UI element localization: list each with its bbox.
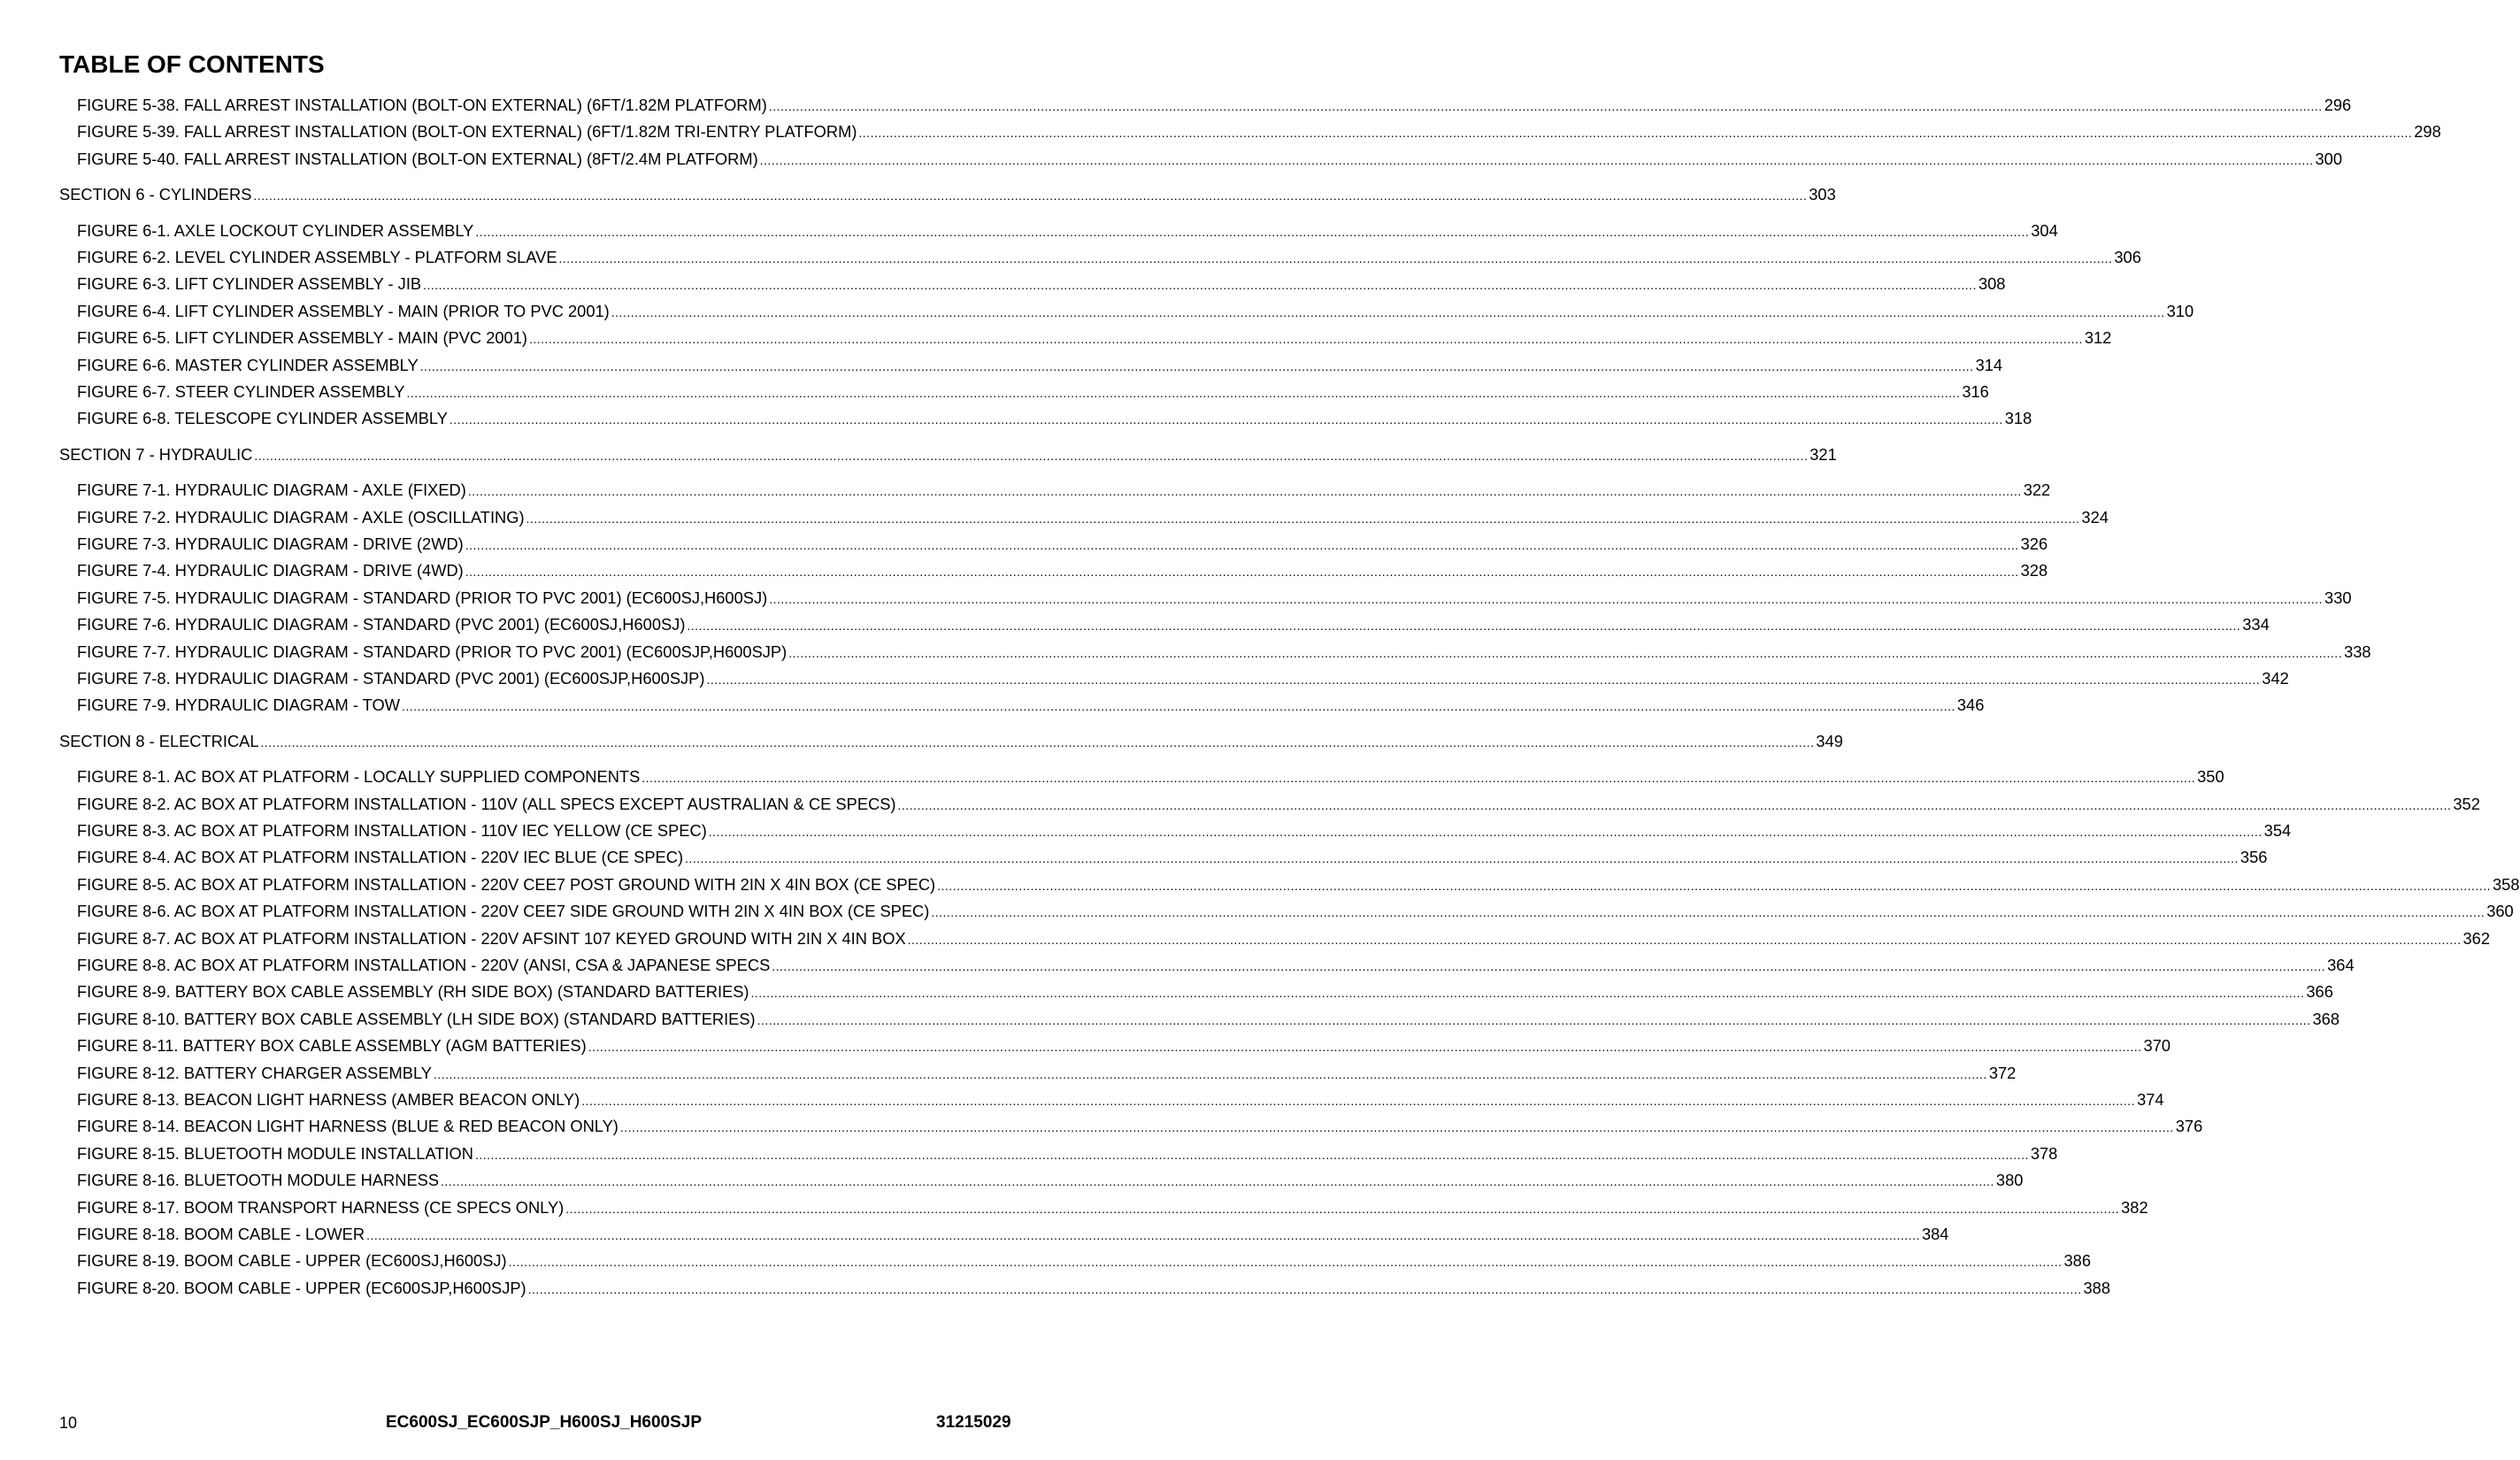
toc-figure-entry[interactable] — [77, 1224, 1949, 1245]
toc-figure-entry[interactable] — [77, 642, 2371, 663]
toc-entry-label: FIGURE 7-4. HYDRAULIC DIAGRAM - DRIVE (4WD) — [77, 561, 464, 580]
toc-entry-page: 321 — [1809, 444, 1837, 464]
toc-entry-label: FIGURE 8-7. AC BOX AT PLATFORM INSTALLATION - 220V AFSINT 107 KEYED GROUND WITH 2IN X 4IN BOX — [77, 928, 906, 948]
toc-entry-page: 386 — [2063, 1251, 2091, 1271]
dot-leader: ................................................................................................................................................................................................................................................................................................................................................................................................................ — [757, 1012, 2311, 1027]
toc-entry-page: 370 — [2143, 1036, 2171, 1056]
dot-leader: ................................................................................................................................................................................................................................................................................................................................................................................................................ — [687, 619, 2241, 634]
toc-entry-page: 312 — [2084, 328, 2112, 348]
toc-entry-label: FIGURE 8-6. AC BOX AT PLATFORM INSTALLATION - 220V CEE7 SIDE GROUND WITH 2IN X 4IN BOX (CE SPEC) — [77, 902, 930, 921]
toc-entry-page: 328 — [2020, 561, 2048, 580]
toc-figure-entry[interactable] — [77, 901, 2514, 922]
dot-leader: ................................................................................................................................................................................................................................................................................................................................................................................................................ — [708, 825, 2263, 839]
toc-entry-label: FIGURE 6-5. LIFT CYLINDER ASSEMBLY - MAIN (PVC 2001) — [77, 328, 527, 348]
toc-entry-page: 362 — [2462, 928, 2491, 948]
toc-section-entry[interactable] — [59, 184, 1836, 205]
dot-leader: ................................................................................................................................................................................................................................................................................................................................................................................................................ — [642, 771, 2196, 786]
dot-leader: ................................................................................................................................................................................................................................................................................................................................................................................................................ — [931, 905, 2485, 920]
page-footer — [0, 1410, 1128, 1435]
toc-figure-entry[interactable] — [77, 273, 2006, 295]
toc-entry-page: 388 — [2083, 1278, 2111, 1297]
toc-entry-label: FIGURE 6-4. LIFT CYLINDER ASSEMBLY - MAIN (PRIOR TO PVC 2001) — [77, 301, 610, 320]
toc-entry-page: 382 — [2121, 1197, 2148, 1217]
toc-entry-label: FIGURE 7-7. HYDRAULIC DIAGRAM - STANDARD (PRIOR TO PVC 2001) (EC600SJP,H600SJP) — [77, 642, 788, 661]
toc-figure-entry[interactable] — [77, 355, 2003, 376]
toc-entry-label: FIGURE 8-5. AC BOX AT PLATFORM INSTALLATION - 220V CEE7 POST GROUND WITH 2IN X 4IN BOX (CE SPEC) — [77, 874, 936, 894]
toc-figure-entry[interactable] — [77, 588, 2352, 609]
toc-figure-entry[interactable] — [77, 1250, 2091, 1272]
toc-entry-label: FIGURE 6-8. TELESCOPE CYLINDER ASSEMBLY — [77, 409, 448, 428]
dot-leader: ................................................................................................................................................................................................................................................................................................................................................................................................................ — [467, 484, 2022, 499]
toc-entry-page: 349 — [1816, 731, 1843, 750]
toc-entry-page: 380 — [1995, 1171, 2024, 1190]
toc-entry-label: FIGURE 6-7. STEER CYLINDER ASSEMBLY — [77, 382, 405, 401]
toc-section-entry[interactable] — [59, 444, 1837, 465]
toc-entry-page: 330 — [2324, 588, 2352, 607]
toc-figure-entry[interactable] — [77, 560, 2048, 581]
toc-entry-label: FIGURE 8-16. BLUETOOTH MODULE HARNESS — [77, 1171, 440, 1190]
toc-figure-entry[interactable] — [77, 301, 2194, 322]
toc-figure-entry[interactable] — [77, 149, 2343, 170]
toc-figure-entry[interactable] — [77, 327, 2112, 349]
toc-entry-label: FIGURE 8-4. AC BOX AT PLATFORM INSTALLATION - 220V IEC BLUE (CE SPEC) — [77, 848, 684, 867]
toc-entry-page: 384 — [1921, 1225, 1949, 1243]
toc-entry-label: FIGURE 7-6. HYDRAULIC DIAGRAM - STANDARD (PVC 2001) (EC600SJ,H600SJ) — [77, 615, 686, 634]
toc-entry-label: FIGURE 8-18. BOOM CABLE - LOWER — [77, 1225, 365, 1243]
toc-entry-label: FIGURE 8-13. BEACON LIGHT HARNESS (AMBER BEACON ONLY) — [77, 1090, 580, 1109]
toc-figure-entry[interactable] — [77, 1089, 2164, 1110]
toc-entry-page: 346 — [1956, 695, 1985, 715]
toc-entry-page: 366 — [2306, 982, 2333, 1002]
footer-page-number: 10 — [59, 1414, 78, 1432]
toc-entry-label: FIGURE 6-2. LEVEL CYLINDER ASSEMBLY - PLATFORM SLAVE — [77, 248, 557, 266]
toc-entry-page: 303 — [1809, 185, 1836, 204]
toc-figure-entry[interactable] — [77, 820, 2292, 841]
toc-entry-page: 356 — [2240, 848, 2268, 867]
toc-entry-page: 308 — [1978, 274, 2006, 294]
toc-entry-label: FIGURE 8-8. AC BOX AT PLATFORM INSTALLATION - 220V (ANSI, CSA & JAPANESE SPECS — [77, 956, 771, 974]
toc-entry-label: FIGURE 7-8. HYDRAULIC DIAGRAM - STANDARD (PVC 2001) (EC600SJP,H600SJP) — [77, 669, 705, 688]
toc-figure-entry[interactable] — [77, 955, 2355, 976]
toc-entry-page: 326 — [2020, 534, 2048, 553]
toc-entry-label: FIGURE 8-15. BLUETOOTH MODULE INSTALLATION — [77, 1143, 473, 1163]
toc-entry-page: 352 — [2453, 794, 2480, 813]
dot-leader: ................................................................................................................................................................................................................................................................................................................................................................................................................ — [253, 188, 1808, 204]
toc-figure-entry[interactable] — [77, 480, 2051, 501]
toc-entry-label: FIGURE 7-1. HYDRAULIC DIAGRAM - AXLE (FIXED) — [77, 480, 466, 500]
toc-figure-entry[interactable] — [77, 1170, 2024, 1191]
toc-entry-label: FIGURE 8-14. BEACON LIGHT HARNESS (BLUE & RED BEACON ONLY) — [77, 1117, 618, 1136]
toc-entry-page: 314 — [1975, 355, 2003, 374]
toc-entry-page: 368 — [2312, 1009, 2340, 1028]
toc-entry-label: FIGURE 8-20. BOOM CABLE - UPPER (EC600SJP,H600SJP) — [77, 1278, 526, 1297]
toc-entry-label: FIGURE 6-1. AXLE LOCKOUT CYLINDER ASSEMBLY — [77, 220, 474, 240]
toc-figure-entry[interactable] — [77, 1009, 2340, 1030]
toc-entry-page: 376 — [2175, 1117, 2203, 1136]
dot-leader: ................................................................................................................................................................................................................................................................................................................................................................................................................ — [465, 565, 2019, 580]
toc-figure-entry[interactable] — [77, 408, 2032, 429]
dot-leader: ................................................................................................................................................................................................................................................................................................................................................................................................................ — [685, 851, 2239, 866]
dot-leader: ................................................................................................................................................................................................................................................................................................................................................................................................................ — [706, 672, 2261, 687]
toc-figure-entry[interactable] — [77, 668, 2289, 689]
toc-entry-label: SECTION 7 - HYDRAULIC — [59, 444, 253, 464]
toc-figure-entry[interactable] — [77, 766, 2224, 788]
toc-entry-page: 374 — [2137, 1090, 2164, 1109]
toc-entry-label: FIGURE 5-40. FALL ARREST INSTALLATION (BOLT-ON EXTERNAL) (8FT/2.4M PLATFORM) — [77, 149, 758, 168]
dot-leader: ................................................................................................................................................................................................................................................................................................................................................................................................................ — [474, 1147, 2029, 1162]
toc-entry-label: FIGURE 8-11. BATTERY BOX CABLE ASSEMBLY (AGM BATTERIES) — [77, 1036, 587, 1056]
toc-entry-label: FIGURE 7-5. HYDRAULIC DIAGRAM - STANDARD (PRIOR TO PVC 2001) (EC600SJ,H600SJ) — [77, 588, 768, 607]
toc-entry-label: FIGURE 8-17. BOOM TRANSPORT HARNESS (CE SPECS ONLY) — [77, 1197, 565, 1217]
dot-leader: ................................................................................................................................................................................................................................................................................................................................................................................................................ — [788, 645, 2343, 660]
dot-leader: ................................................................................................................................................................................................................................................................................................................................................................................................................ — [565, 1201, 2120, 1216]
toc-entry-label: FIGURE 5-39. FALL ARREST INSTALLATION (BOLT-ON EXTERNAL) (6FT/1.82M TRI-ENTRY PLATFORM) — [77, 122, 857, 142]
toc-entry-label: FIGURE 7-3. HYDRAULIC DIAGRAM - DRIVE (2WD) — [77, 534, 464, 553]
dot-leader: ................................................................................................................................................................................................................................................................................................................................................................................................................ — [897, 797, 2452, 812]
toc-section-entry[interactable] — [59, 731, 1843, 752]
toc-entry-page: 334 — [2242, 615, 2270, 634]
dot-leader: ................................................................................................................................................................................................................................................................................................................................................................................................................ — [937, 878, 2491, 893]
dot-leader: ................................................................................................................................................................................................................................................................................................................................................................................................................ — [588, 1040, 2142, 1055]
toc-entry-page: 310 — [2166, 301, 2194, 320]
dot-leader: ................................................................................................................................................................................................................................................................................................................................................................................................................ — [769, 591, 2324, 606]
dot-leader: ................................................................................................................................................................................................................................................................................................................................................................................................................ — [465, 538, 2019, 552]
toc-entry-page: 342 — [2262, 669, 2289, 688]
toc-entry-label: FIGURE 8-3. AC BOX AT PLATFORM INSTALLATION - 110V IEC YELLOW (CE SPEC) — [77, 821, 707, 840]
dot-leader: ................................................................................................................................................................................................................................................................................................................................................................................................................ — [527, 1281, 2082, 1296]
dot-leader: ................................................................................................................................................................................................................................................................................................................................................................................................................ — [254, 448, 1809, 463]
dot-leader: ................................................................................................................................................................................................................................................................................................................................................................................................................ — [750, 986, 2305, 1001]
dot-leader: ................................................................................................................................................................................................................................................................................................................................................................................................................ — [508, 1255, 2063, 1270]
toc-entry-page: 338 — [2344, 642, 2371, 661]
toc-figure-entry[interactable] — [77, 695, 1985, 716]
dot-leader: ................................................................................................................................................................................................................................................................................................................................................................................................................ — [406, 386, 1961, 400]
dot-leader: ................................................................................................................................................................................................................................................................................................................................................................................................................ — [528, 332, 2083, 347]
toc-entry-label: FIGURE 8-1. AC BOX AT PLATFORM - LOCALLY SUPPLIED COMPONENTS — [77, 767, 641, 787]
toc-figure-entry[interactable] — [77, 794, 2480, 815]
dot-leader: ................................................................................................................................................................................................................................................................................................................................................................................................................ — [419, 358, 1974, 373]
toc-entry-page: 372 — [1988, 1063, 2017, 1082]
dot-leader: ................................................................................................................................................................................................................................................................................................................................................................................................................ — [402, 699, 1955, 714]
dot-leader: ................................................................................................................................................................................................................................................................................................................................................................................................................ — [433, 1066, 1987, 1081]
toc-entry-page: 360 — [2486, 902, 2514, 921]
toc-entry-page: 318 — [2004, 409, 2032, 428]
toc-entry-page: 296 — [2324, 96, 2352, 114]
toc-entry-label: FIGURE 7-9. HYDRAULIC DIAGRAM - TOW — [77, 695, 400, 715]
dot-leader: ................................................................................................................................................................................................................................................................................................................................................................................................................ — [449, 412, 2003, 427]
toc-figure-entry[interactable] — [77, 614, 2270, 635]
toc-entry-label: FIGURE 5-38. FALL ARREST INSTALLATION (BOLT-ON EXTERNAL) (6FT/1.82M PLATFORM) — [77, 96, 767, 114]
toc-entry-page: 358 — [2493, 874, 2520, 894]
toc-figure-entry[interactable] — [77, 534, 2048, 555]
toc-entry-page: 354 — [2263, 821, 2292, 840]
dot-leader: ................................................................................................................................................................................................................................................................................................................................................................................................................ — [423, 278, 1977, 293]
toc-entry-label: FIGURE 8-2. AC BOX AT PLATFORM INSTALLATION - 110V (ALL SPECS EXCEPT AUSTRALIAN & CE SPECS) — [77, 794, 896, 813]
toc-figure-entry[interactable] — [77, 1035, 2171, 1057]
toc-entry-page: 298 — [2414, 122, 2441, 142]
toc-entry-page: 316 — [1962, 382, 1989, 401]
toc-entry-page: 306 — [2114, 248, 2141, 266]
toc-figure-entry[interactable] — [77, 981, 2333, 1003]
toc-entry-label: FIGURE 6-3. LIFT CYLINDER ASSEMBLY - JIB — [77, 274, 422, 294]
toc-entry-label: FIGURE 8-12. BATTERY CHARGER ASSEMBLY — [77, 1063, 432, 1082]
toc-entry-label: FIGURE 6-6. MASTER CYLINDER ASSEMBLY — [77, 355, 419, 374]
dot-leader: ................................................................................................................................................................................................................................................................................................................................................................................................................ — [907, 932, 2462, 947]
toc-entry-label: FIGURE 8-10. BATTERY BOX CABLE ASSEMBLY (LH SIDE BOX) (STANDARD BATTERIES) — [77, 1009, 756, 1028]
dot-leader: ................................................................................................................................................................................................................................................................................................................................................................................................................ — [858, 126, 2413, 141]
dot-leader: ................................................................................................................................................................................................................................................................................................................................................................................................................ — [611, 304, 2165, 319]
toc-figure-entry[interactable] — [77, 1278, 2111, 1299]
toc-entry-label: SECTION 6 - CYLINDERS — [59, 185, 252, 204]
toc-entry-page: 304 — [2031, 220, 2058, 240]
dot-leader: ................................................................................................................................................................................................................................................................................................................................................................................................................ — [366, 1228, 1920, 1242]
dot-leader: ................................................................................................................................................................................................................................................................................................................................................................................................................ — [581, 1094, 2136, 1108]
toc-figure-entry[interactable] — [77, 874, 2520, 895]
dot-leader: ................................................................................................................................................................................................................................................................................................................................................................................................................ — [260, 734, 1815, 749]
toc-entry-label: FIGURE 8-9. BATTERY BOX CABLE ASSEMBLY (RH SIDE BOX) (STANDARD BATTERIES) — [77, 982, 749, 1002]
toc-figure-entry[interactable] — [77, 247, 2141, 268]
dot-leader: ................................................................................................................................................................................................................................................................................................................................................................................................................ — [475, 224, 2030, 239]
toc-figure-entry[interactable] — [77, 847, 2268, 868]
toc-entry-label: FIGURE 8-19. BOOM CABLE - UPPER (EC600SJ,H600SJ) — [77, 1251, 507, 1271]
dot-leader: ................................................................................................................................................................................................................................................................................................................................................................................................................ — [619, 1120, 2174, 1135]
toc-entry-page: 364 — [2327, 956, 2355, 974]
toc-figure-entry[interactable] — [77, 220, 2058, 242]
toc-entry-page: 322 — [2023, 480, 2051, 500]
dot-leader: ................................................................................................................................................................................................................................................................................................................................................................................................................ — [441, 1174, 1994, 1189]
toc-entry-label: FIGURE 7-2. HYDRAULIC DIAGRAM - AXLE (OSCILLATING) — [77, 507, 525, 526]
dot-leader: ................................................................................................................................................................................................................................................................................................................................................................................................................ — [772, 959, 2326, 973]
toc-figure-entry[interactable] — [77, 928, 2491, 949]
toc-entry-page: 300 — [2315, 149, 2343, 168]
footer-doc-number: 31215029 — [936, 1413, 1011, 1432]
toc-figure-entry[interactable] — [77, 1116, 2203, 1137]
toc-figure-entry[interactable] — [77, 121, 2441, 142]
toc-figure-entry[interactable] — [77, 507, 2109, 528]
dot-leader: ................................................................................................................................................................................................................................................................................................................................................................................................................ — [759, 152, 2314, 167]
toc-entry-page: 324 — [2081, 507, 2109, 526]
footer-model: EC600SJ_EC600SJP_H600SJ_H600SJP — [386, 1413, 703, 1432]
toc-entry-page: 378 — [2030, 1143, 2058, 1163]
toc-figure-entry[interactable] — [77, 1063, 2017, 1084]
toc-entry-page: 350 — [2197, 767, 2224, 787]
page-title: TABLE OF CONTENTS — [59, 50, 325, 78]
toc-entry-label: SECTION 8 - ELECTRICAL — [59, 731, 259, 750]
dot-leader: ................................................................................................................................................................................................................................................................................................................................................................................................................ — [768, 99, 2323, 113]
toc-figure-entry[interactable] — [77, 1143, 2058, 1164]
dot-leader: ................................................................................................................................................................................................................................................................................................................................................................................................................ — [526, 511, 2080, 526]
toc-figure-entry[interactable] — [77, 1197, 2148, 1218]
dot-leader: ................................................................................................................................................................................................................................................................................................................................................................................................................ — [558, 251, 2113, 265]
toc-figure-entry[interactable] — [77, 381, 1989, 403]
toc-figure-entry[interactable] — [77, 95, 2352, 116]
